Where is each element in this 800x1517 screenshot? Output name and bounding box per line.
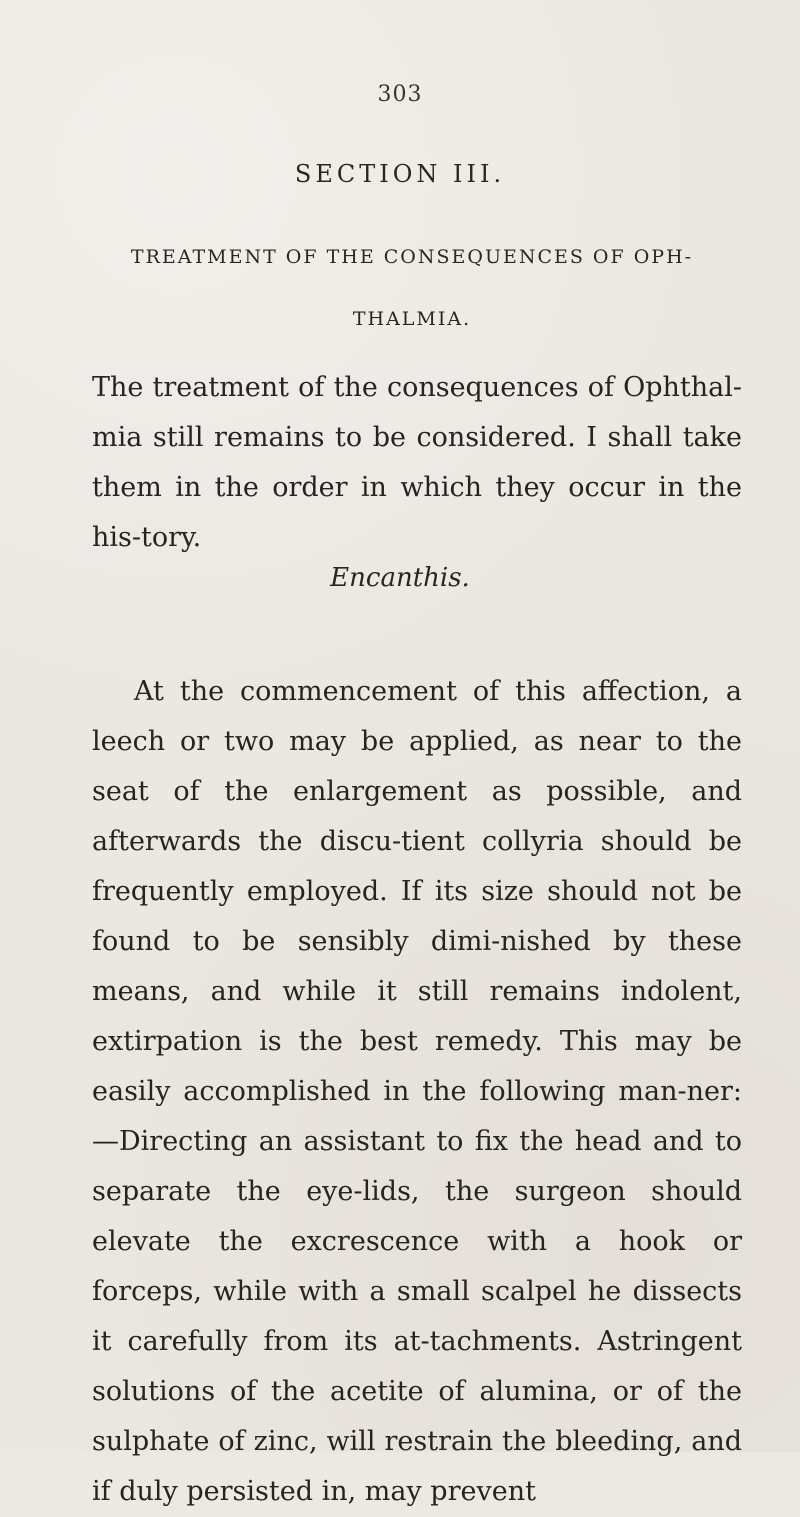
body-paragraph: At the commencement of this affection, a leech or two may be applied, as near to the seat of the enlargement as possible, and afterwards the discu-tient collyria should be frequently employed. If its size should not be found to be sensibly dimi-nished by these means, and while it still remains indolent, extirpation is the best remedy. This may be easily accomplished in the following man-ner:—Directing an assistant to fix the head and to separate the eye-lids, the surgeon should elevate the excrescence with a hook or forceps, while with a small scalpel he dissects it carefully from its at-tachments. Astringent solutions of the acetite of alumina, or of the sulphate of zinc, will restrain the bleeding, and if duly persisted in, may prevent: [92, 676, 742, 1507]
intro-paragraph: The treatment of the consequences of Ophthal-mia still remains to be considered. I shall take them in the order in which they occur in the his-tory.: [92, 372, 742, 553]
page-number: 303: [377, 82, 423, 107]
chapter-title: TREATMENT OF THE CONSEQUENCES OF OPH-THALMIA.: [130, 246, 694, 330]
section-heading: SECTION III.: [294, 160, 506, 188]
subheading-encanthis: Encanthis.: [330, 563, 470, 593]
